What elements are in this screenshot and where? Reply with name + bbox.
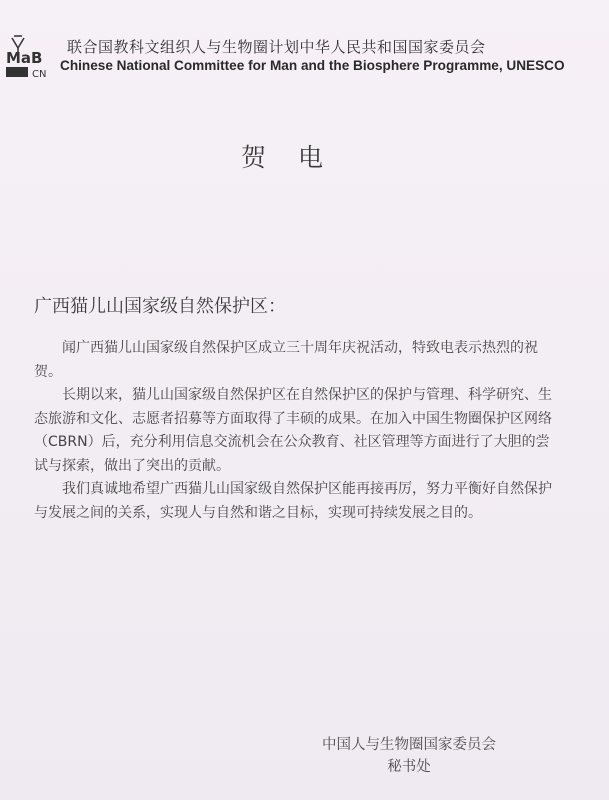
page-title: 贺电 [241, 143, 356, 172]
body-paragraph: 长期以来，猫儿山国家级自然保护区在自然保护区的保护与管理、科学研究、生态旅游和文化、志愿者招募等方面取得了丰硕的成果。在加入中国生物圈保护区网络（CBRN）后，充分利用信息交流机会在公众教育、社区管理等方面进行了大胆的尝试与探索，做出了突出的贡献。 [34, 387, 552, 474]
logo-text-bottom: CN [32, 69, 47, 80]
signature-office: 秘书处 [387, 759, 431, 775]
signature-block [322, 734, 496, 778]
letter-body [34, 337, 560, 525]
org-name-cn: 联合国教科文组织人与生物圈计划中华人民共和国国家委员会 [67, 38, 486, 56]
body-paragraph: 我们真诚地希望广西猫儿山国家级自然保护区能再接再厉，努力平衡好自然保护与发展之间的关系，实现人与自然和谐之目标，实现可持续发展之目的。 [34, 481, 552, 521]
signature-org: 中国人与生物圈国家委员会 [322, 737, 496, 753]
org-name-en: Chinese National Committee for Man and the Biosphere Programme, UNESCO [60, 58, 565, 73]
body-paragraph: 闻广西猫儿山国家级自然保护区成立三十周年庆祝活动，特致电表示热烈的祝贺。 [34, 340, 538, 380]
mab-logo [4, 34, 52, 80]
recipient-line: 广西猫儿山国家级自然保护区： [34, 296, 286, 317]
logo-text-top: MaB [6, 49, 43, 67]
